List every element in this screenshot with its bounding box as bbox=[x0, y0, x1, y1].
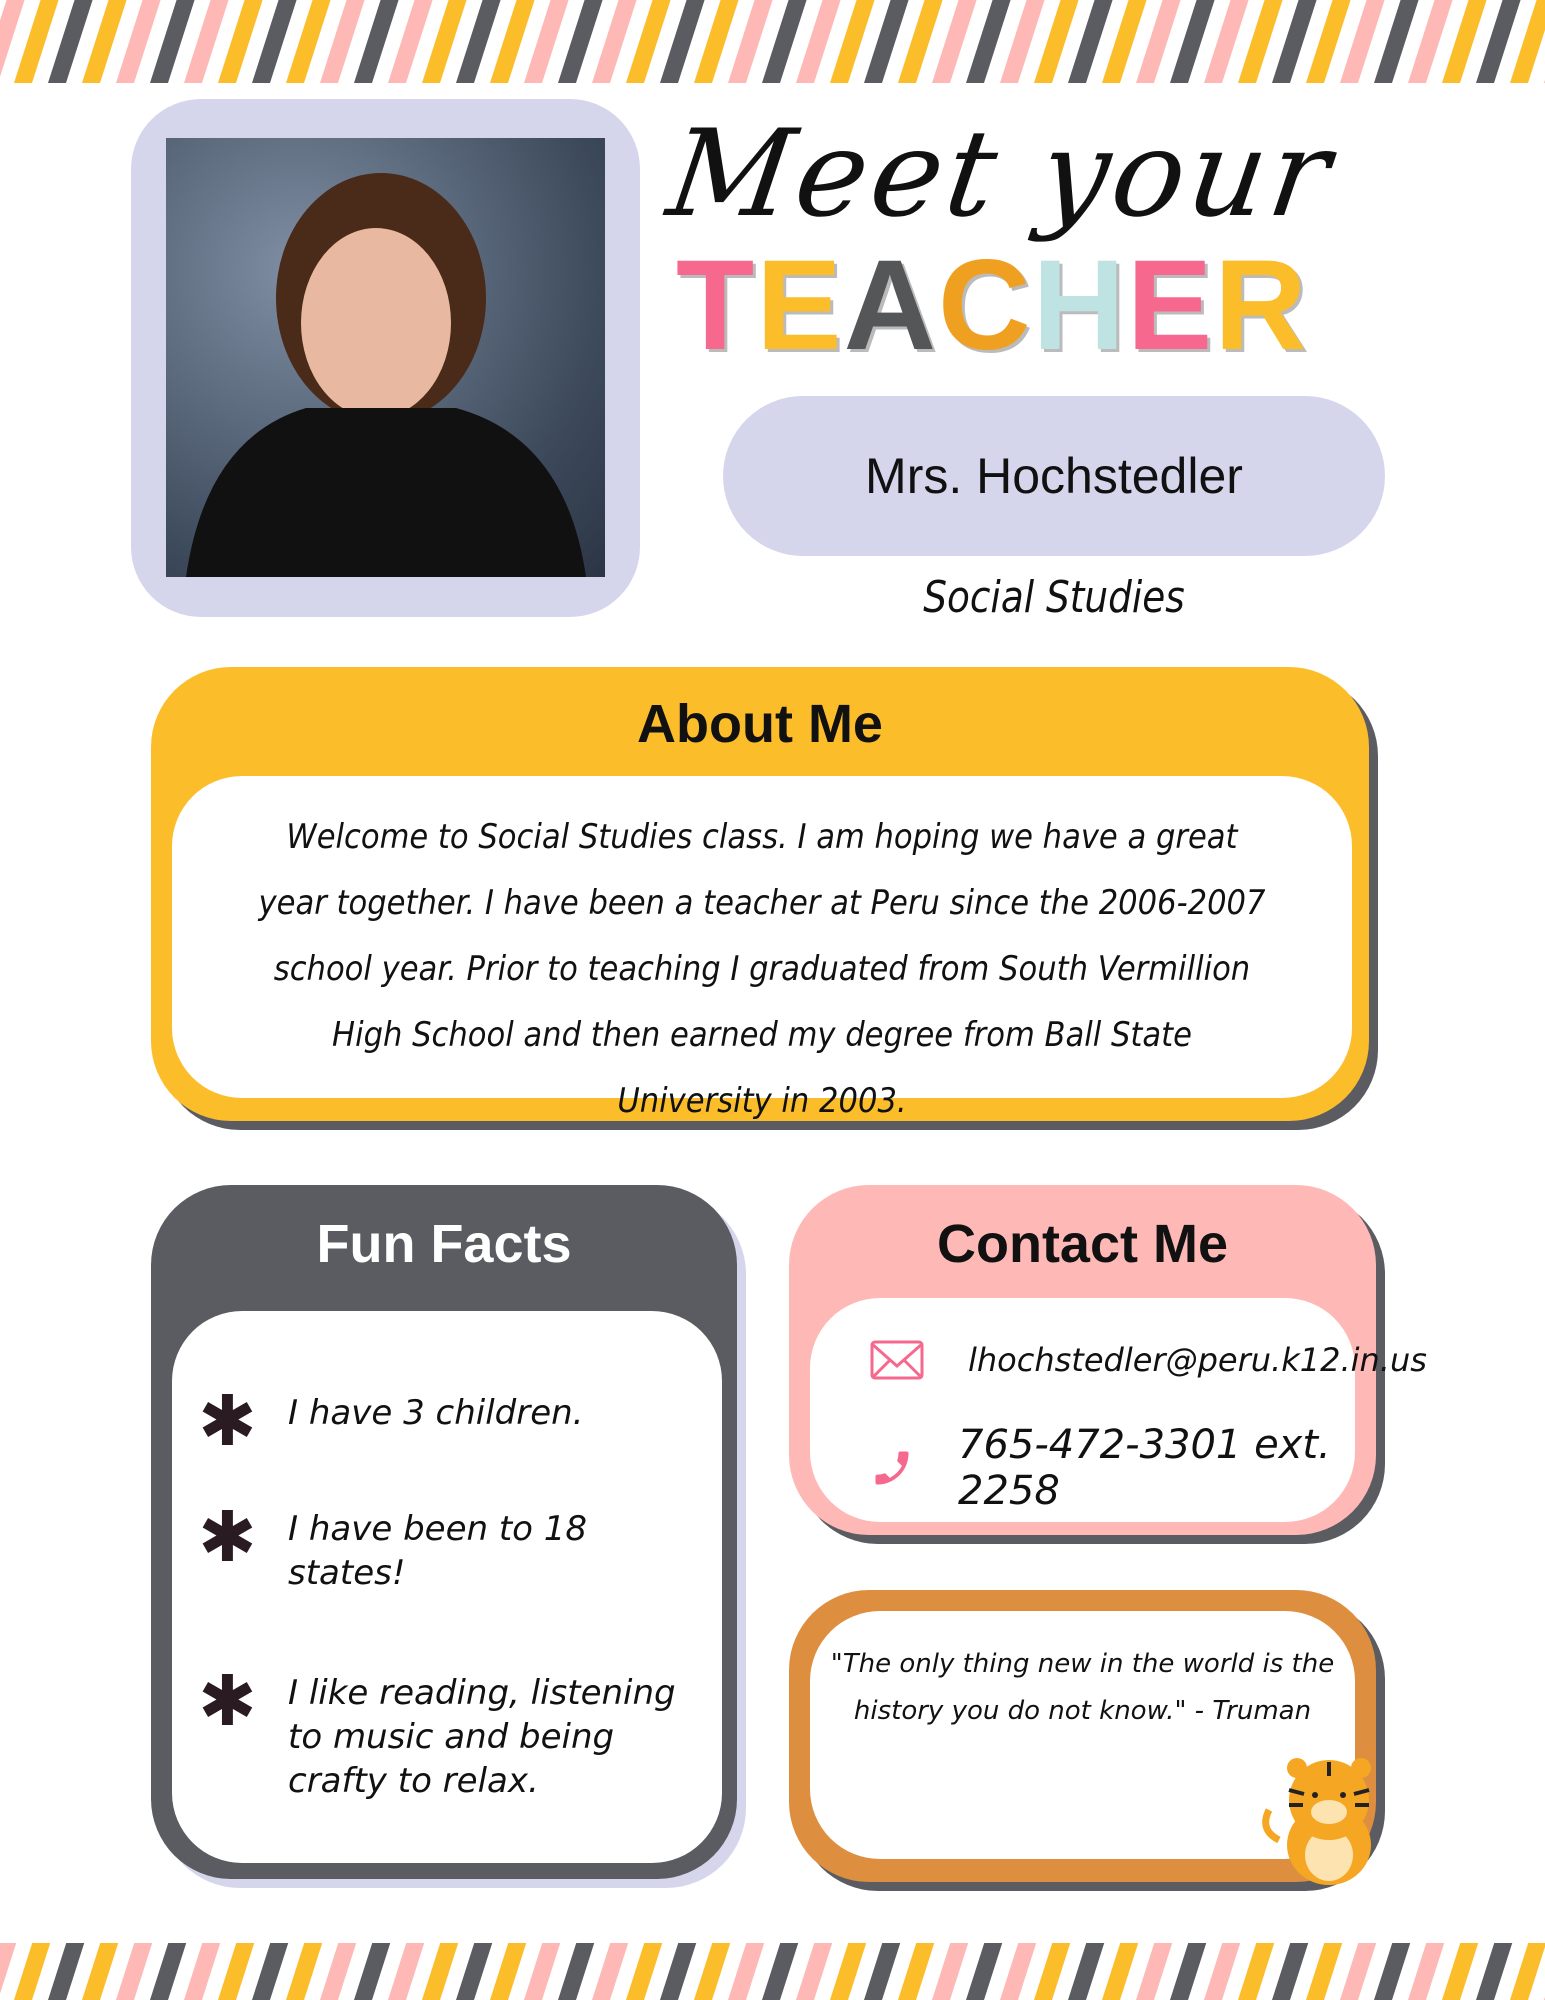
stripe bbox=[490, 0, 535, 83]
stripe bbox=[932, 0, 977, 83]
stripe bbox=[1442, 1943, 1478, 2000]
quote-card bbox=[789, 1590, 1376, 1882]
fun-facts-card bbox=[151, 1185, 737, 1879]
asterisk-icon: ✱ bbox=[198, 1660, 257, 1742]
stripe bbox=[1204, 1943, 1240, 2000]
stripe bbox=[252, 1943, 288, 2000]
stripe bbox=[1272, 0, 1317, 83]
stripe bbox=[830, 0, 875, 83]
stripe bbox=[898, 0, 943, 83]
stripe bbox=[1272, 1943, 1308, 2000]
stripe bbox=[864, 1943, 900, 2000]
stripe bbox=[82, 1943, 118, 2000]
title-letter: A bbox=[843, 234, 938, 377]
stripe bbox=[1510, 1943, 1545, 2000]
stripe bbox=[1136, 0, 1181, 83]
stripe bbox=[1204, 0, 1249, 83]
stripe bbox=[1238, 1943, 1274, 2000]
stripe bbox=[354, 0, 399, 83]
stripe bbox=[1170, 0, 1215, 83]
title-letter: E bbox=[1126, 234, 1215, 377]
stripe bbox=[252, 0, 297, 83]
about-me-text: Welcome to Social Studies class. I am hoping we have a great year together. I have been a teacher at Peru since the 2006-2007 school year. Prior to teaching I graduated from South Vermillion High School and then earned my degree from Ball State University in 2003. bbox=[258, 817, 1266, 1121]
stripe bbox=[898, 1943, 934, 2000]
stripe bbox=[660, 1943, 696, 2000]
stripe bbox=[592, 0, 637, 83]
stripe bbox=[1068, 1943, 1104, 2000]
stripe bbox=[490, 1943, 526, 2000]
stripe bbox=[14, 0, 59, 83]
stripe bbox=[1102, 1943, 1138, 2000]
stripe bbox=[218, 0, 263, 83]
stripe bbox=[1238, 0, 1283, 83]
stripe bbox=[1000, 0, 1045, 83]
stripe bbox=[1476, 0, 1521, 83]
teacher-title bbox=[676, 232, 1309, 379]
stripe bbox=[150, 0, 195, 83]
stripe bbox=[184, 0, 229, 83]
stripe bbox=[116, 1943, 152, 2000]
stripe bbox=[524, 1943, 560, 2000]
stripe bbox=[592, 1943, 628, 2000]
stripe bbox=[1034, 1943, 1070, 2000]
stripe bbox=[796, 1943, 832, 2000]
teacher-photo bbox=[166, 138, 605, 577]
stripe bbox=[966, 1943, 1002, 2000]
stripe bbox=[558, 0, 603, 83]
stripe bbox=[1306, 1943, 1342, 2000]
stripe bbox=[320, 0, 365, 83]
envelope-icon bbox=[870, 1340, 924, 1380]
stripe bbox=[388, 0, 433, 83]
stripe bbox=[966, 0, 1011, 83]
stripe bbox=[796, 0, 841, 83]
stripe bbox=[1340, 1943, 1376, 2000]
stripe bbox=[1476, 1943, 1512, 2000]
stripe bbox=[218, 1943, 254, 2000]
stripe bbox=[1068, 0, 1113, 83]
photo-frame bbox=[131, 99, 640, 617]
bottom-stripe-border bbox=[0, 1943, 1545, 2000]
stripe bbox=[14, 1943, 50, 2000]
top-stripe-border bbox=[0, 0, 1545, 83]
stripe bbox=[422, 1943, 458, 2000]
stripe bbox=[1102, 0, 1147, 83]
fun-facts-title: Fun Facts bbox=[316, 1214, 572, 1274]
stripe bbox=[456, 1943, 492, 2000]
stripe bbox=[660, 0, 705, 83]
contact-me-title: Contact Me bbox=[936, 1214, 1228, 1274]
stripe bbox=[830, 1943, 866, 2000]
stripe bbox=[762, 1943, 798, 2000]
stripe bbox=[116, 0, 161, 83]
stripe bbox=[626, 1943, 662, 2000]
about-me-title: About Me bbox=[637, 694, 883, 754]
quote-text: "The only thing new in the world is the history you do not know." - Truman bbox=[830, 1649, 1335, 1726]
stripe bbox=[286, 0, 331, 83]
stripe bbox=[286, 1943, 322, 2000]
teacher-name: Mrs. Hochstedler bbox=[723, 396, 1385, 556]
stripe bbox=[456, 0, 501, 83]
stripe bbox=[48, 0, 93, 83]
stripe bbox=[48, 1943, 84, 2000]
phone-number: 765-472-3301 ext. 2258 bbox=[958, 1422, 1331, 1514]
tiger-icon bbox=[1259, 1750, 1389, 1890]
stripe bbox=[354, 1943, 390, 2000]
stripe bbox=[1034, 0, 1079, 83]
stripe bbox=[762, 0, 807, 83]
stripe bbox=[694, 1943, 730, 2000]
title-letter: T bbox=[676, 234, 757, 377]
stripe bbox=[1340, 0, 1385, 83]
stripe bbox=[150, 1943, 186, 2000]
stripe bbox=[1374, 1943, 1410, 2000]
contact-me-card bbox=[789, 1185, 1427, 1535]
fun-fact-item: ✱ I have been to 18 states! bbox=[198, 1496, 588, 1593]
stripe bbox=[1442, 0, 1487, 83]
stripe bbox=[1408, 0, 1453, 83]
teacher-subject: Social Studies bbox=[923, 572, 1185, 623]
phone-icon bbox=[870, 1441, 914, 1495]
about-me-card bbox=[151, 667, 1369, 1121]
stripe bbox=[1170, 1943, 1206, 2000]
stripe bbox=[82, 0, 127, 83]
stripe bbox=[932, 1943, 968, 2000]
asterisk-icon: ✱ bbox=[198, 1380, 257, 1462]
stripe bbox=[694, 0, 739, 83]
asterisk-icon: ✱ bbox=[198, 1496, 257, 1578]
stripe bbox=[728, 0, 773, 83]
stripe bbox=[626, 0, 671, 83]
stripe bbox=[1408, 1943, 1444, 2000]
fun-fact-item: ✱ I like reading, listening to music and being crafty to relax. bbox=[198, 1660, 676, 1801]
stripe bbox=[524, 0, 569, 83]
stripe bbox=[558, 1943, 594, 2000]
meet-your-script: Meet your bbox=[660, 105, 1342, 244]
title-letter: H bbox=[1032, 234, 1127, 377]
title-letter: R bbox=[1214, 234, 1309, 377]
stripe bbox=[422, 0, 467, 83]
stripe bbox=[320, 1943, 356, 2000]
stripe bbox=[864, 0, 909, 83]
stripe bbox=[1374, 0, 1419, 83]
stripe bbox=[1136, 1943, 1172, 2000]
title-letter: E bbox=[756, 234, 844, 377]
stripe bbox=[1000, 1943, 1036, 2000]
stripe bbox=[0, 1943, 16, 2000]
stripe bbox=[388, 1943, 424, 2000]
stripe bbox=[728, 1943, 764, 2000]
stripe bbox=[184, 1943, 220, 2000]
stripe bbox=[1306, 0, 1351, 83]
title-letter: C bbox=[938, 234, 1033, 377]
fun-fact-item: ✱ I have 3 children. bbox=[198, 1380, 584, 1462]
email-link[interactable]: lhochstedler@peru.k12.in.us bbox=[968, 1341, 1427, 1379]
